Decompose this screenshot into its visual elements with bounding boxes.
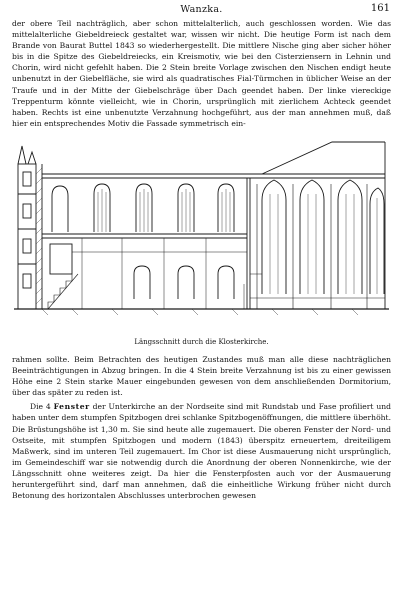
nave-piers — [72, 238, 247, 309]
base-hatching — [42, 309, 358, 315]
choir-shafts — [250, 184, 385, 309]
paragraph-facade: der obere Teil nachträglich, aber schon mittelalterlich, auch geschlossen worden. Wie das mittelalterliche Giebeldreieck gestaltet war, wissen wir nicht. Die heutige Form ist nach dem Brande von Baurat Buttel 1843 so wiederhergestellt. Die mittlere Nische ging aber sicher höher bis in die Spitze des Giebeldreiecks, ein Kreismotiv, wie bei den Cisterziensern in Lehnin und Chorin, wird nicht gefehlt haben. Die 2 Stein breite Vorlage zwischen den Nischen endigt heute unbenutzt in der Giebelfläche, sie wird als quadratisches Fial-Türmchen in üblicher Weise an der Traufe und in der Mitte der Giebelschräge über Dach geendet haben. Der linke viereckige Treppenturm könnte vielleicht, wie in Chorin, ursprünglich mit zierlichem Achteck geendet haben. Rechts ist eine unbenutzte Verzahnung hochgeführt, aus der man annehmen muß, daß hier ein entsprechendes Motiv die Fassade symmetrisch ein- — [12, 19, 391, 128]
staircase — [48, 274, 78, 309]
paragraph-dormitory: rahmen sollte. Beim Betrachten des heutigen Zustandes muß man alle diese nachträglichen Beeinträchtigungen in Abzug bringen. In die 4 Stein breite Verzahnung ist bis zu einer gewissen Höhe eine 2 Stein starke Mauer eingebunden gewesen von dem anschließenden Dormitorium, über das später zu reden ist. — [12, 354, 391, 398]
keyword-fenster: Fenster — [53, 402, 90, 412]
figure-longitudinal-section — [12, 134, 391, 346]
page-number: 161 — [370, 3, 390, 14]
paragraph-windows — [12, 401, 391, 501]
choir-windows — [262, 180, 384, 294]
figure-caption: Längsschnitt durch die Klosterkirche. — [134, 337, 269, 346]
tower-hatching — [36, 168, 42, 304]
tower — [18, 146, 36, 309]
paragraph-windows-lead: Die 4 — [30, 402, 51, 412]
paragraph-windows-text: der Unterkirche an der Nordseite sind mit Rundstab und Fase profiliert und haben unter dem stumpfen Spitzbogen drei schlanke Spitzbogenöffnungen, die mittlere überhöht. Die Brüstungshöhe ist 1,30 m. Sie sind heute alle zugemauert. Die oberen Fenster der Nord- und Ostseite, mit stumpfen Spitzbogen und modern (1843) überspitz erneuertem, dreiteiligem Maßwerk, sind im unteren Teil zugemauert. Im Chor ist diese Ausmauerung nicht ursprünglich, im Gemeindeschiff war sie notwendig durch die Anordnung der oberen Nonnenkirche, wie der Längsschnitt ohne weiteres zeigt. Da hier die Fensterpfosten auch vor der Ausmauerung heruntergeführt sind, darf man annehmen, daß die einheitliche Wirkung früher nicht durch Betonung des horizontalen Abschlusses unterbrochen gewesen — [12, 402, 391, 501]
church-section-drawing — [12, 134, 391, 336]
running-header — [12, 3, 391, 18]
roof-outline — [42, 142, 385, 309]
upper-windows-nave — [52, 184, 234, 232]
running-title: Wanzka. — [180, 4, 223, 15]
